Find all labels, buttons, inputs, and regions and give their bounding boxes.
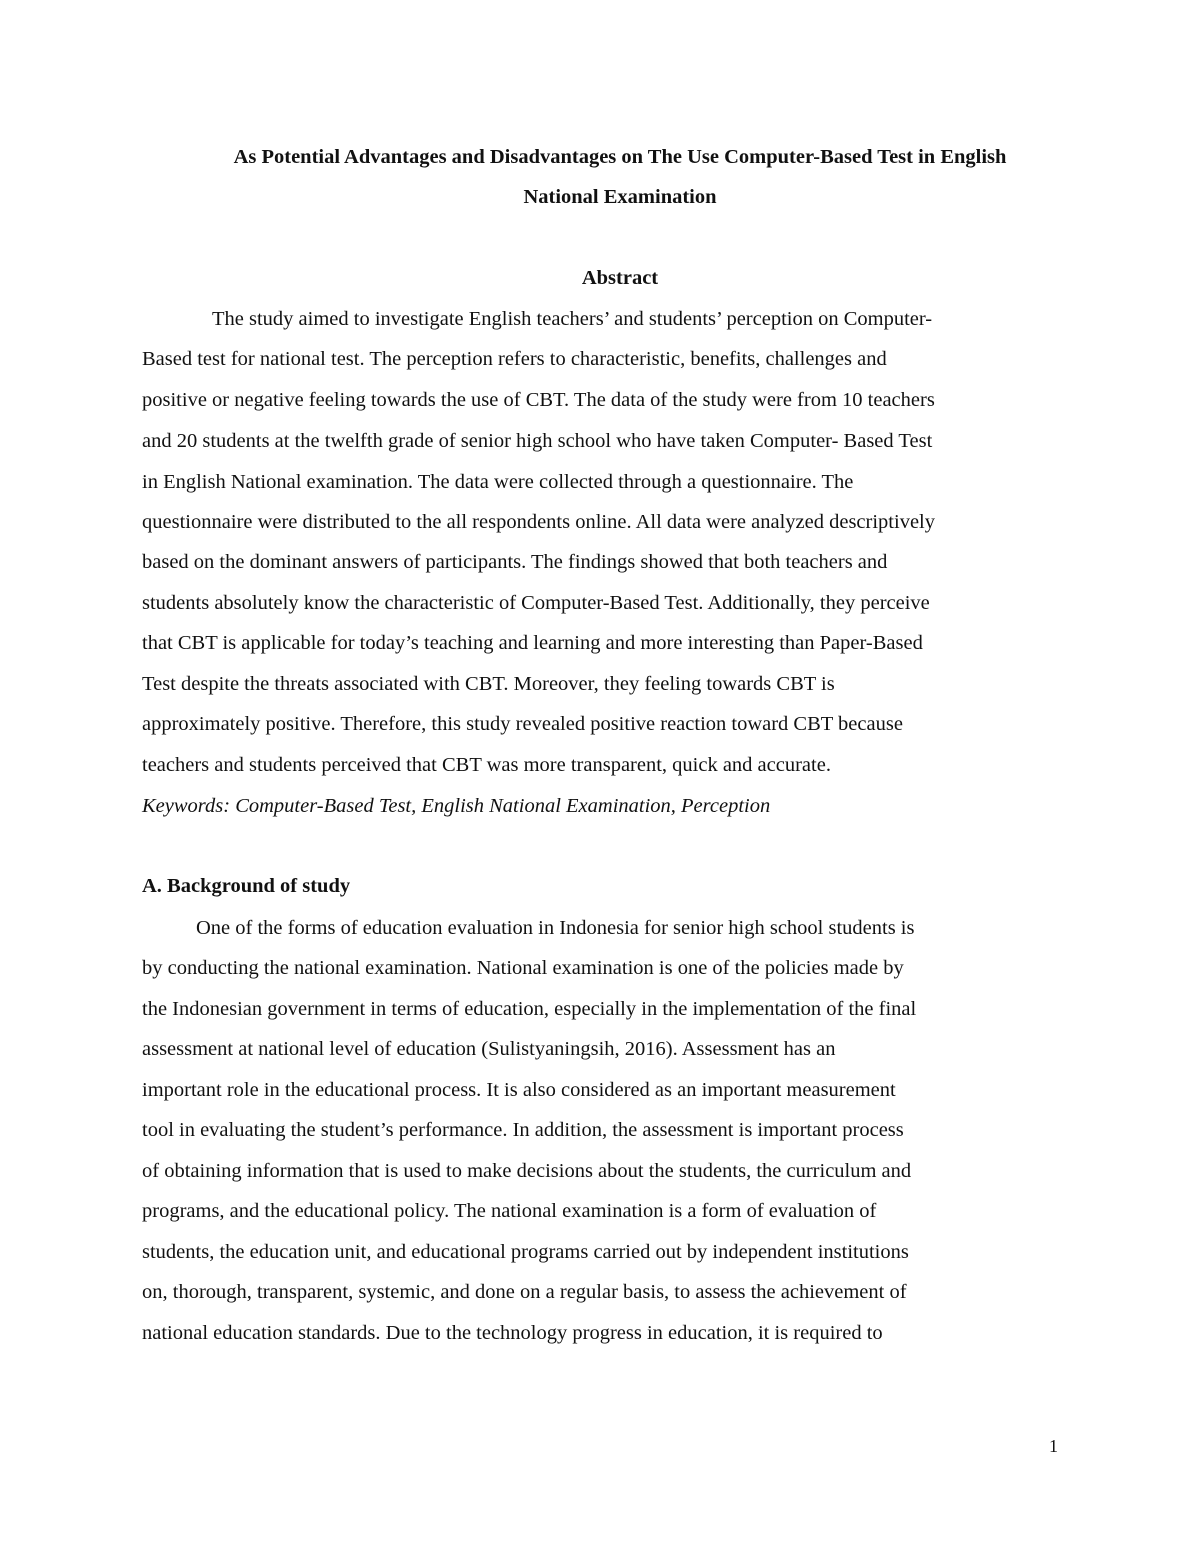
page-number: 1 [1049, 1436, 1058, 1456]
body-line: of obtaining information that is used to make decisions about the students, the curriculum and [142, 1160, 912, 1182]
abstract-line: based on the dominant answers of participants. The findings showed that both teachers and [142, 551, 888, 573]
abstract-line: students absolutely know the characteristic of Computer-Based Test. Additionally, they perceive [142, 592, 930, 614]
abstract-heading: Abstract [581, 267, 659, 289]
abstract-line: questionnaire were distributed to the all respondents online. All data were analyzed descriptively [142, 511, 935, 533]
body-line: national education standards. Due to the technology progress in education, it is required to [142, 1322, 883, 1344]
abstract-line: positive or negative feeling towards the use of CBT. The data of the study were from 10 teachers [142, 389, 935, 411]
abstract-line: teachers and students perceived that CBT was more transparent, quick and accurate. [142, 754, 831, 776]
body-line: on, thorough, transparent, systemic, and done on a regular basis, to assess the achievement of [142, 1281, 907, 1303]
body-line: One of the forms of education evaluation in Indonesia for senior high school students is [196, 917, 915, 939]
body-line: the Indonesian government in terms of education, especially in the implementation of the final [142, 998, 917, 1020]
paper-title-line-2: National Examination [523, 186, 717, 208]
body-line: assessment at national level of education (Sulistyaningsih, 2016). Assessment has an [142, 1038, 836, 1060]
abstract-line: approximately positive. Therefore, this study revealed positive reaction toward CBT because [142, 713, 903, 735]
abstract-line: The study aimed to investigate English teachers’ and students’ perception on Computer- [212, 308, 933, 330]
body-line: tool in evaluating the student’s performance. In addition, the assessment is important process [142, 1119, 904, 1141]
body-line: by conducting the national examination. National examination is one of the policies made by [142, 957, 904, 979]
abstract-line: that CBT is applicable for today’s teaching and learning and more interesting than Paper-Based [142, 632, 923, 654]
body-line: important role in the educational process. It is also considered as an important measurement [142, 1079, 896, 1101]
paper-title-line-1: As Potential Advantages and Disadvantages on The Use Computer-Based Test in English [233, 146, 1007, 168]
keywords-line: Keywords: Computer-Based Test, English National Examination, Perception [142, 795, 771, 817]
abstract-line: in English National examination. The data were collected through a questionnaire. The [142, 471, 854, 493]
abstract-line: Based test for national test. The perception refers to characteristic, benefits, challenges and [142, 348, 887, 370]
abstract-line: Test despite the threats associated with CBT. Moreover, they feeling towards CBT is [142, 673, 835, 695]
body-line: students, the education unit, and educational programs carried out by independent institutions [142, 1241, 909, 1263]
abstract-line: and 20 students at the twelfth grade of senior high school who have taken Computer- Based Test [142, 430, 933, 452]
section-a-heading: A. Background of study [142, 875, 351, 897]
body-line: programs, and the educational policy. The national examination is a form of evaluation of [142, 1200, 877, 1222]
